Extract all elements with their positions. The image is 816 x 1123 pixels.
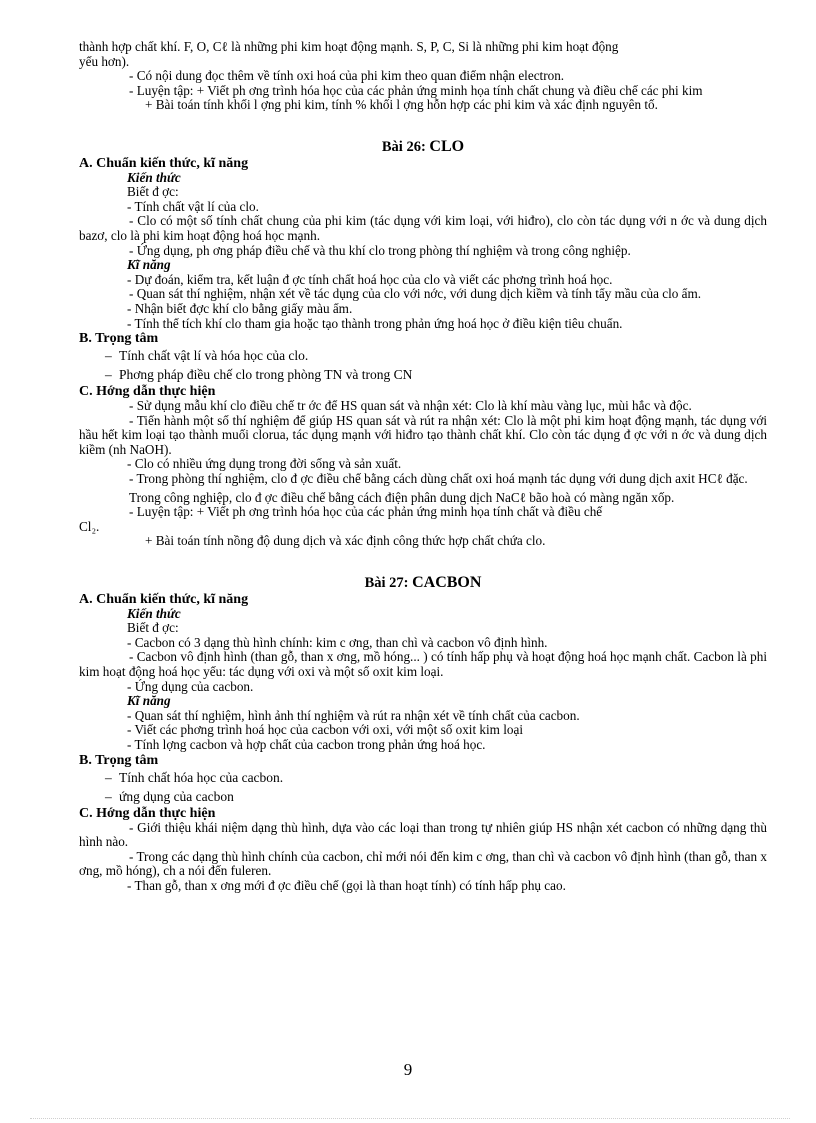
lesson-27-title-prefix: Bài 27: [364,575,409,592]
lesson-27-n3: - Tính lợng cacbon và hợp chất của cacbon trong phản ứng hoá học. [127,736,486,752]
lesson-27-title [79,576,767,591]
lesson-26-c6: - Luyện tập: + Viết ph ơng trình hóa học của các phản ứng minh họa tính chất và điều chế [129,504,603,520]
lesson-26-b1 [79,346,767,365]
lesson-27-c2: - Trong các dạng thù hình chính của cacbon, chỉ mới nói đến kim c ơng, than chì và cacbon vô định hình (than gỗ, than x ơng, mồ hóng), ch a nói đến fuleren. [79,848,767,879]
lesson-26-c3: - Clo có nhiều ứng dụng trong đời sống và sản xuất. [127,456,402,472]
lesson-26-section-a: A. Chuẩn kiến thức, kĩ năng [79,155,249,171]
lesson-27-k1: - Cacbon có 3 dạng thù hình chính: kim c ơng, than chì và cacbon vô định hình. [127,634,548,650]
lesson-26-c5: Trong công nghiệp, clo đ ợc điều chế bằng cách điện phân dung dịch NaCℓ bão hoà có màng ngăn xốp. [129,489,675,505]
lesson-27-c3: - Than gỗ, than x ơng mới đ ợc điều chế (gọi là than hoạt tính) có tính hấp phụ cao. [127,877,566,893]
lesson-26-c1: - Sử dụng mẫu khí clo điều chế tr ớc để HS quan sát và nhận xét: Clo là khí màu vàng lục, mùi hắc và độc. [129,398,692,414]
lesson-27-n2: - Viết các phơng trình hoá học của cacbon với oxi, với một số oxit kim loại [127,722,524,738]
intro-line-2: yếu hơn). [79,53,130,69]
lesson-26-biet: Biết đ ợc: [127,184,179,200]
lesson-27-title-main: CACBON [412,574,482,592]
lesson-26-k3: - Ứng dụng, ph ơng pháp điều chế và thu khí clo trong phòng thí nghiệm và trong công nghiệp. [129,242,631,258]
lesson-26-c2: - Tiến hành một số thí nghiệm để giúp HS quan sát và rút ra nhận xét: Clo là một phi kim hoạt động mạnh, tác dụng với hầu hết kim loại tạo thành muối clorua, tác dụng mạnh với hiđro tạo thành chất khí. Clo còn tác dụng đ ợc với n ớc và dung dịch kiềm (nh NaOH). [79,412,767,457]
lesson-27-b1 [79,768,767,787]
dash-bullet: – [105,788,112,804]
lesson-27-k2: - Cacbon vô định hình (than gỗ, than x ơng, mồ hóng... ) có tính hấp phụ và hoạt động hoá học mạnh chất. Cacbon là phi kim hoạt động hoá học yếu: tác dụng với oxi và một số oxit kim loại. [79,649,767,679]
lesson-27-n1: - Quan sát thí nghiệm, hình ảnh thí nghiệm và rút ra nhận xét về tính chất của cacbon. [127,707,580,723]
lesson-26-section-c: C. Hớng dẫn thực hiện [79,384,216,400]
lesson-27-section-a: A. Chuẩn kiến thức, kĩ năng [79,591,249,607]
lesson-26-section-b: B. Trọng tâm [79,331,159,347]
lesson-26-title-main: CLO [429,137,465,155]
lesson-26-c4: - Trong phòng thí nghiệm, clo đ ợc điều chế bằng cách dùng chất oxi hoá mạnh tác dụng với dung dịch axit HCℓ đặc. [129,471,748,487]
lesson-26-kien-thuc: Kiến thức [127,169,181,185]
lesson-27-kien-thuc: Kiến thức [127,605,181,621]
lesson-26-n4: - Tính thể tích khí clo tham gia hoặc tạo thành trong phản ứng hoá học ở điều kiện tiêu chuẩn. [127,315,623,331]
lesson-27-b1-text: Tính chất hóa học của cacbon. [119,769,284,785]
intro-line-4: - Luyện tập: + Viết ph ơng trình hóa học của các phản ứng minh họa tính chất chung và điều chế các phi kim [129,82,703,98]
lesson-27-ki-nang: Kĩ năng [127,693,171,709]
intro-line-3: - Có nội dung đọc thêm về tính oxi hoá của phi kim theo quan điểm nhận electron. [129,68,565,84]
dash-bullet: – [105,348,112,364]
dash-bullet: – [105,769,112,785]
lesson-26-b2 [79,365,767,384]
lesson-26-c7: + Bài toán tính nồng độ dung dịch và xác định công thức hợp chất chứa clo. [145,533,546,549]
lesson-26-b2-text: Phơng pháp điều chế clo trong phòng TN và trong CN [119,367,413,383]
lesson-26-c6b: Cl₂. [79,518,100,534]
lesson-26-k2: - Clo có một số tính chất chung của phi kim (tác dụng với kim loại, với hiđro), clo còn tác dụng với n ớc và dung dịch bazơ, clo là phi kim hoạt động hoá học mạnh. [79,213,767,243]
lesson-27-b2-text: ứng dụng của cacbon [119,788,234,804]
lesson-26-n3: - Nhận biết đợc khí clo bằng giấy màu ẩm. [127,300,353,316]
lesson-27-k3: - Ứng dụng của cacbon. [127,678,254,694]
document-page [79,40,767,894]
lesson-27-section-c: C. Hớng dẫn thực hiện [79,805,216,821]
lesson-26-ki-nang: Kĩ năng [127,257,171,273]
dash-bullet: – [105,367,112,383]
footer-dotted-divider [30,1118,790,1119]
lesson-26-n2: - Quan sát thí nghiệm, nhận xét về tác dụng của clo với nớc, với dung dịch kiềm và tính tẩy mầu của clo ẩm. [129,286,702,302]
page-number: 9 [403,1060,413,1079]
intro-line-5: + Bài toán tính khối l ợng phi kim, tính % khối l ợng hỗn hợp các phi kim và xác định nguyên tố. [145,97,658,113]
lesson-26-title [79,137,767,155]
lesson-26-n1: - Dự đoán, kiểm tra, kết luận đ ợc tính chất hoá học của clo và viết các phơng trình hoá học. [127,271,613,287]
lesson-27-c1: - Giới thiệu khái niệm dạng thù hình, dựa vào các loại than trong tự nhiên giúp HS nhận xét cacbon có những dạng thù hình nào. [79,819,767,850]
lesson-26-title-prefix: Bài 26: [381,138,426,155]
intro-line-1: thành hợp chất khí. F, O, Cℓ là những phi kim hoạt động mạnh. S, P, C, Si là những phi kim hoạt động [79,39,619,54]
lesson-26-k1: - Tính chất vật lí của clo. [127,198,259,214]
lesson-26-b1-text: Tính chất vật lí và hóa học của clo. [119,348,309,364]
lesson-27-biet: Biết đ ợc: [127,620,179,636]
lesson-27-b2 [79,787,767,806]
lesson-27-section-b: B. Trọng tâm [79,752,159,768]
